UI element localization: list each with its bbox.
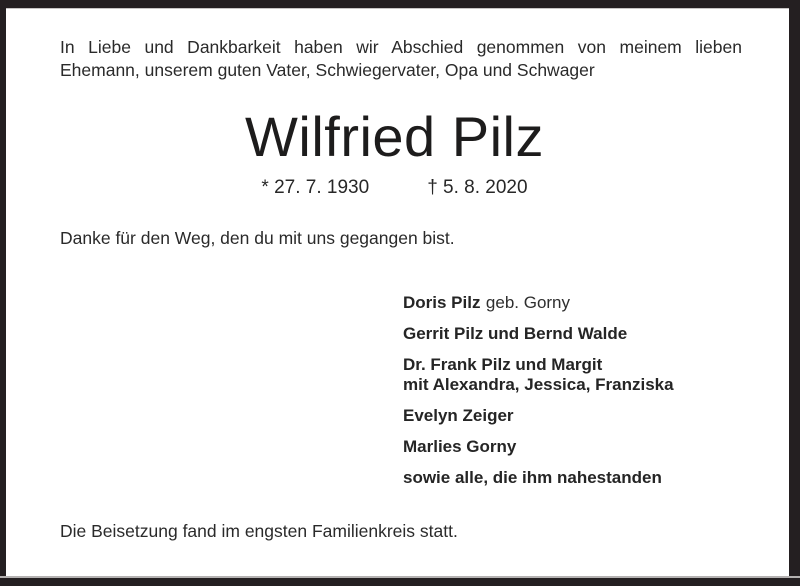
mourner-entry	[403, 355, 743, 395]
mourner-name: sowie alle, die ihm nahestanden	[403, 468, 662, 487]
mourner-name: Gerrit Pilz und Bernd Walde	[403, 324, 628, 343]
frame-hairline-top	[0, 8, 800, 9]
mourner-entry	[403, 293, 743, 313]
death-date: † 5. 8. 2020	[427, 177, 528, 198]
frame-border-left	[0, 0, 6, 586]
mourner-name: Dr. Frank Pilz und Margit	[403, 355, 603, 374]
mourner-entry	[403, 437, 743, 457]
mourner-name: Marlies Gorny	[403, 437, 517, 456]
frame-border-right	[789, 0, 800, 586]
intro-paragraph	[60, 36, 742, 81]
thanks-line: Danke für den Weg, den du mit uns gegangen bist.	[60, 228, 455, 248]
intro-line-2: Ehemann, unserem guten Vater, Schwiegervater, Opa und Schwager	[60, 59, 595, 80]
frame-border-top	[0, 0, 800, 8]
mourner-name: Evelyn Zeiger	[403, 406, 514, 425]
mourners-list	[403, 293, 743, 499]
deceased-name: Wilfried Pilz	[245, 105, 544, 168]
life-dates	[0, 177, 789, 199]
mourner-entry	[403, 324, 743, 344]
mourner-entry	[403, 406, 743, 426]
frame-border-bottom	[0, 578, 800, 586]
intro-line-1: In Liebe und Dankbarkeit haben wir Abschied genommen von meinem lieben	[60, 37, 742, 57]
mourner-entry	[403, 468, 743, 488]
birth-date: * 27. 7. 1930	[261, 177, 370, 198]
mourner-name: Doris Pilz	[403, 293, 481, 312]
mourner-name-line2: mit Alexandra, Jessica, Franziska	[403, 375, 674, 394]
mourner-name-suffix: geb. Gorny	[485, 293, 571, 312]
closing-line: Die Beisetzung fand im engsten Familienkreis statt.	[60, 521, 458, 541]
